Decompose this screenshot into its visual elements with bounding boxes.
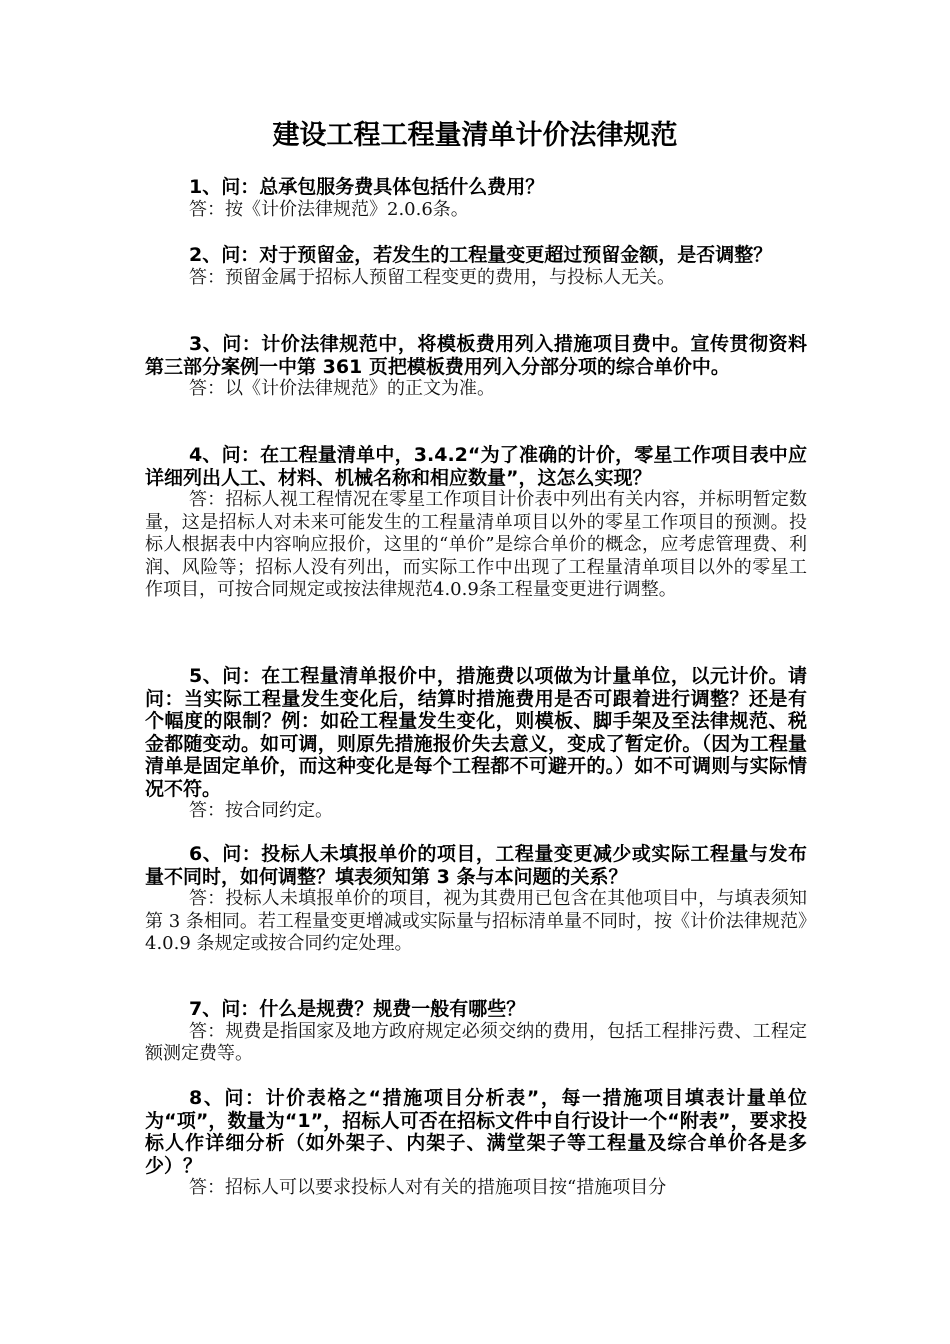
qa-item-4 xyxy=(145,444,807,602)
question-1: 1、问：总承包服务费具体包括什么费用？ xyxy=(189,176,545,198)
answer-2: 答：预留金属于招标人预留工程变更的费用，与投标人无关。 xyxy=(189,266,675,288)
question-7: 7、问：什么是规费？规费一般有哪些？ xyxy=(189,998,526,1020)
question-3: 3、问：计价法律规范中，将模板费用列入措施项目费中。宣传贯彻资料第三部分案例一中第 361 页把模板费用列入分部分项的综合单价中。 xyxy=(145,333,807,378)
question-4: 4、问：在工程量清单中，3.4.2“为了准确的计价，零星工作项目表中应详细列出人工、材料、机械名称和相应数量”，这怎么实现？ xyxy=(145,444,807,489)
qa-item-5 xyxy=(145,665,807,823)
question-5: 5、问：在工程量清单报价中，措施费以项做为计量单位，以元计价。请问：当实际工程量发生变化后，结算时措施费用是否可跟着进行调整？还是有个幅度的限制？例：如砼工程量发生变化，则模板、脚手架及至法律规范、税金都随变动。如可调，则原先措施报价失去意义，变成了暂定价。（因为工程量清单是固定单价，而这种变化是每个工程都不可避开的。）如不可调则与实际情况不符。 xyxy=(145,665,807,800)
question-8: 8、问：计价表格之“措施项目分析表”，每一措施项目填表计量单位为“项”，数量为“1”，招标人可否在招标文件中自行设计一个“附表”，要求投标人作详细分析（如外架子、内架子、满堂架子等工程量及综合单价各是多少）？ xyxy=(145,1087,807,1177)
question-6: 6、问：投标人未填报单价的项目，工程量变更减少或实际工程量与发布量不同时，如何调整？填表须知第 3 条与本问题的关系？ xyxy=(145,843,807,888)
question-2: 2、问：对于预留金，若发生的工程量变更超过预留金额，是否调整？ xyxy=(189,244,773,266)
answer-6: 答：投标人未填报单价的项目，视为其费用已包含在其他项目中，与填表须知第 3 条相同。若工程量变更增减或实际量与招标清单量不同时，按《计价法律规范》4.0.9 条规定或按合同约定处理。 xyxy=(145,888,807,954)
qa-item-7 xyxy=(145,998,807,1066)
qa-item-1 xyxy=(145,176,807,221)
answer-7: 答：规费是指国家及地方政府规定必须交纳的费用，包括工程排污费、工程定额测定费等。 xyxy=(145,1020,807,1064)
answer-3: 答：以《计价法律规范》的正文为准。 xyxy=(189,378,495,399)
answer-5: 答：按合同约定。 xyxy=(189,800,333,821)
qa-item-6 xyxy=(145,843,807,956)
answer-8: 答：招标人可以要求投标人对有关的措施项目按“措施项目分 xyxy=(189,1177,667,1198)
qa-item-3 xyxy=(145,333,807,401)
answer-4: 答：招标人视工程情况在零星工作项目计价表中列出有关内容，并标明暂定数量，这是招标人对未来可能发生的工程量清单项目以外的零星工作项目的预测。投标人根据表中内容响应报价，这里的“单价”是综合单价的概念，应考虑管理费、利润、风险等；招标人没有列出，而实际工作中出现了工程量清单项目以外的零星工作项目，可按合同规定或按法律规范4.0.9条工程量变更进行调整。 xyxy=(145,489,807,600)
qa-item-2 xyxy=(145,244,807,289)
document-title: 建设工程工程量清单计价法律规范 xyxy=(272,120,678,151)
answer-1: 答：按《计价法律规范》2.0.6条。 xyxy=(189,198,469,220)
qa-item-8 xyxy=(145,1087,807,1200)
